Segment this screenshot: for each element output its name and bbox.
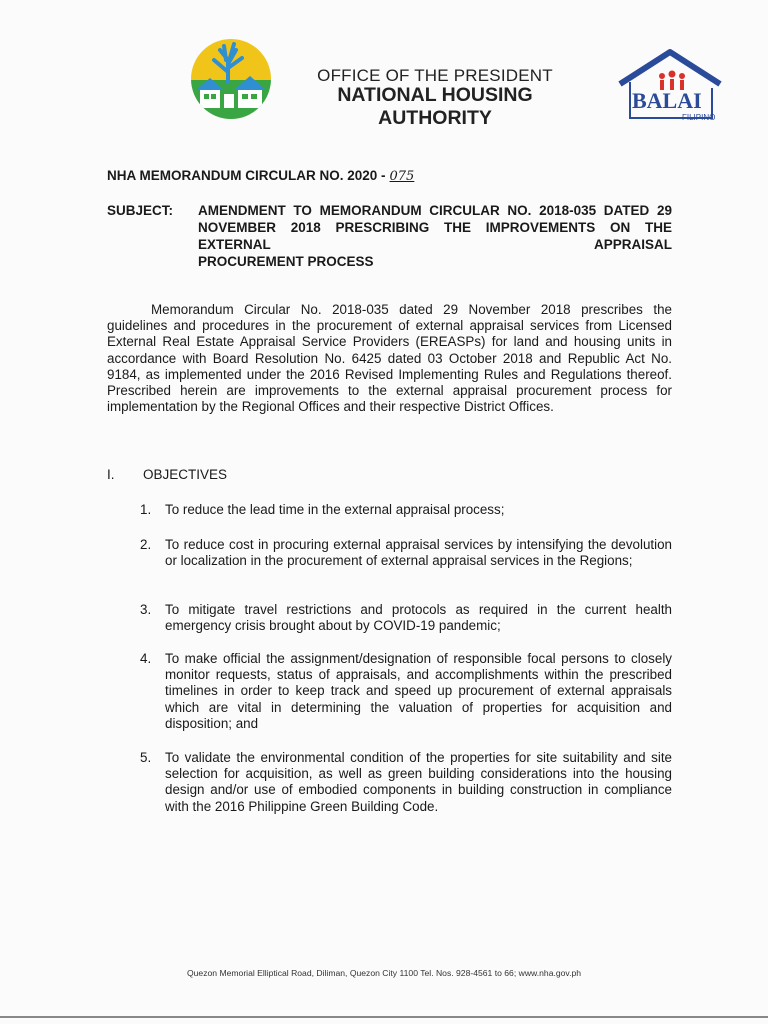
subject-text-last: PROCUREMENT PROCESS (198, 254, 374, 269)
subject-label: SUBJECT: (107, 203, 174, 218)
nha-logo (190, 38, 272, 120)
objective-item (140, 502, 672, 518)
objective-text: To reduce cost in procuring external appraisal services by intensifying the devolution or localization in the procurement of external appraisal services in the Regions; (165, 537, 672, 569)
objective-item (140, 537, 672, 569)
memo-number-label: NHA MEMORANDUM CIRCULAR NO. 2020 - (107, 168, 386, 183)
memo-number-handwritten: 075 (389, 169, 415, 184)
balai-filipino-logo (614, 48, 726, 124)
objective-text: To validate the environmental condition of the properties for site suitability and site selection for acquisition, as well as green building considerations into the housing design and/or use of embodied components in building construction in compliance with the 2016 Philippine Green Building Code. (165, 750, 672, 814)
page-bottom-edge (0, 1016, 768, 1018)
objective-item (140, 602, 672, 634)
authority-title: NATIONAL HOUSING AUTHORITY (337, 84, 533, 129)
office-title: OFFICE OF THE PRESIDENT (317, 66, 553, 85)
objective-item (140, 750, 672, 815)
objective-number: 5. (140, 750, 152, 765)
objective-number: 1. (140, 502, 152, 517)
objective-number: 3. (140, 602, 152, 617)
intro-paragraph: Memorandum Circular No. 2018-035 dated 29 November 2018 prescribes the guidelines and procedures in the procurement of external appraisal services from Licensed External Real Estate Appraisal Service Providers (EREASPs) for land and housing units in accordance with Board Resolution No. 6425 dated 03 October 2018 and Republic Act No. 9184, as implemented under the 2016 Revised Implementing Rules and Regulations thereof. Prescribed herein are improvements to the external appraisal procurement process for implementation by the Regional Offices and their respective District Offices. (107, 302, 672, 415)
subject-text-main: AMENDMENT TO MEMORANDUM CIRCULAR NO. 2018-035 DATED 29 NOVEMBER 2018 PRESCRIBING THE IMPROVEMENTS ON THE EXTERNAL APPRAISAL (198, 203, 672, 252)
section-number: I. (107, 467, 115, 482)
section-title: OBJECTIVES (143, 467, 228, 482)
balai-logo-text: BALAI (632, 88, 702, 113)
subject-text (198, 202, 672, 270)
section-heading-objectives (107, 467, 227, 482)
objective-text: To reduce the lead time in the external appraisal process; (165, 502, 505, 517)
objective-text: To make official the assignment/designation of responsible focal persons to closely monitor requests, status of appraisals, and accomplishments within the prescribed timelines in order to keep track and speed up procurement of external appraisals which are vital in determining the valuation of properties for acquisition and disposition; and (165, 651, 672, 731)
objective-text: To mitigate travel restrictions and protocols as required in the current health emergency crisis brought about by COVID-19 pandemic; (165, 602, 672, 634)
objective-item (140, 651, 672, 732)
footer-address: Quezon Memorial Elliptical Road, Diliman, Quezon City 1100 Tel. Nos. 928-4561 to 66; www.nha.gov.ph (186, 968, 582, 978)
objective-number: 4. (140, 651, 152, 666)
balai-logo-subtext: FILIPINO (682, 113, 716, 122)
memo-number (107, 168, 414, 184)
objective-number: 2. (140, 537, 152, 552)
